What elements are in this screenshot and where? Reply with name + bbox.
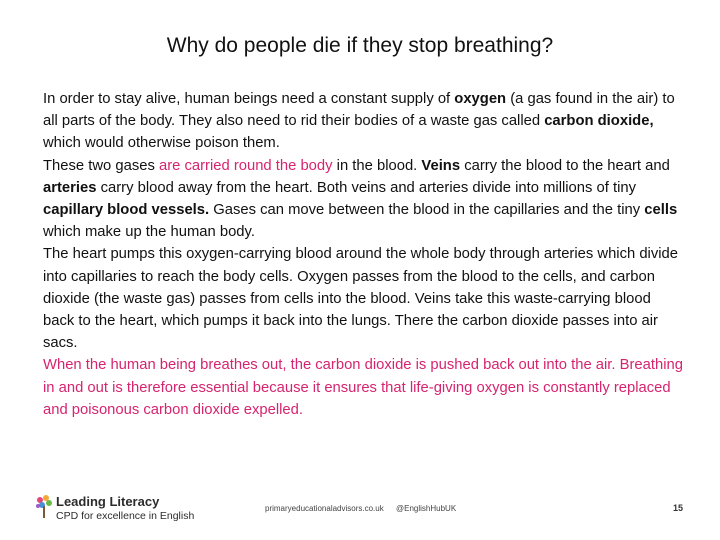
slide-title: Why do people die if they stop breathing? xyxy=(166,34,554,57)
bold-term: capillary blood vessels. xyxy=(43,202,210,219)
footer-website: primaryeducationaladvisors.co.uk xyxy=(265,504,384,513)
paragraph xyxy=(43,155,683,244)
text-run: in the blood. xyxy=(332,157,422,174)
tree-logo-icon xyxy=(34,494,54,520)
text-run: In order to stay alive, human beings need a constant supply of xyxy=(43,91,455,107)
text-run: which would otherwise poison them. xyxy=(43,135,280,152)
bold-term: arteries xyxy=(43,179,97,196)
text-run: which make up the human body. xyxy=(43,224,255,241)
text-run: These two gases xyxy=(43,157,159,174)
highlighted-text: When the human being breathes out, the carbon dioxide is pushed back out into the air. Breathing in and out is therefore essential because it ensures that life-giving oxygen is constantly replaced and poisonous carbon dioxide expelled. xyxy=(43,357,683,418)
text-run: (a gas found in the air) to all parts of the body. They also need to rid their bodies of a waste gas called xyxy=(43,91,675,130)
bold-term: oxygen xyxy=(454,91,507,107)
paragraph xyxy=(43,88,683,155)
paragraph xyxy=(43,243,683,354)
leading-literacy-logo xyxy=(34,494,204,524)
text-run: The heart pumps this oxygen-carrying blood around the whole body through arteries which divide into capillaries to reach the body cells. Oxygen passes from the blood to the cells, and carbon dioxide (the waste gas) passes from cells into the blood. Veins take this waste-carrying blood back to the heart, which pumps it back into the lungs. There the carbon dioxide passes into air sacs. xyxy=(43,246,678,352)
text-run: Gases can move between the blood in the capillaries and the tiny xyxy=(209,202,645,219)
text-run: carry blood away from the heart. Both veins and arteries divide into millions of tiny xyxy=(96,179,637,196)
logo-subtitle: CPD for excellence in English xyxy=(56,510,195,522)
bold-term: carbon dioxide, xyxy=(544,113,654,130)
bold-term: Veins xyxy=(421,157,461,174)
bold-term: cells xyxy=(644,202,678,219)
paragraph xyxy=(43,354,683,421)
page-number: 15 xyxy=(673,503,684,513)
logo-title: Leading Literacy xyxy=(56,494,160,509)
footer-handle: @EnglishHubUK xyxy=(396,504,457,513)
highlighted-text: are carried round the body xyxy=(158,157,333,174)
text-run: carry the blood to the heart and xyxy=(460,157,670,174)
body-text xyxy=(43,88,683,421)
